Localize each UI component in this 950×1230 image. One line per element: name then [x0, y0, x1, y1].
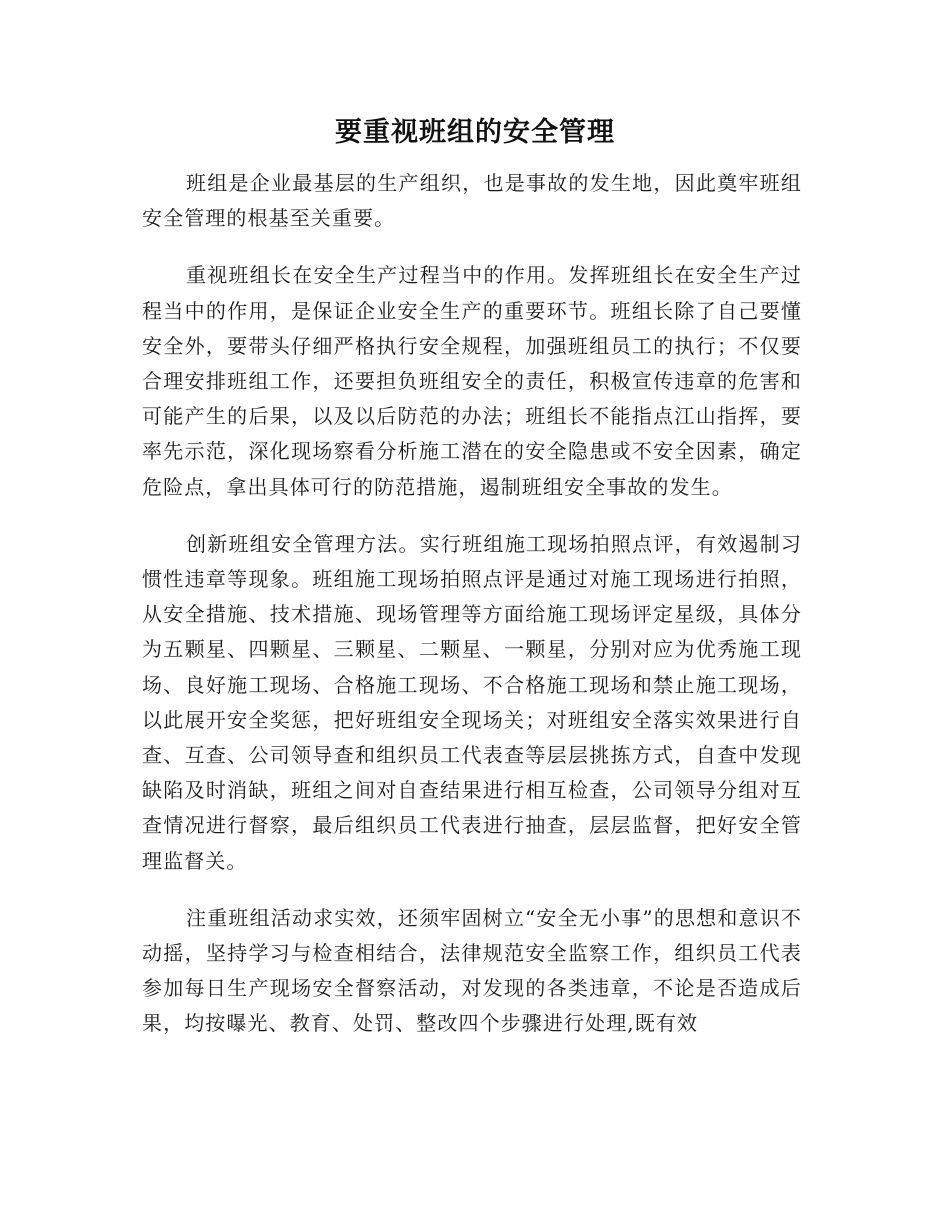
document-body [142, 166, 802, 1064]
paragraph-team-leader-role: 重视班组长在安全生产过程当中的作用。发挥班组长在安全生产过程当中的作用，是保证企业安全生产的重要环节。班组长除了自己要懂安全外，要带头仔细严格执行安全规程，加强班组员工的执行；不仅要合理安排班组工作，还要担负班组安全的责任，积极宣传违章的危害和可能产生的后果，以及以后防范的办法；班组长不能指点江山指挥，要率先示范，深化现场察看分析施工潜在的安全隐患或不安全因素，确定危险点，拿出具体可行的防范措施，遏制班组安全事故的发生。 [142, 263, 802, 499]
document-title: 要重视班组的安全管理 [335, 117, 615, 148]
paragraph-team-activities: 注重班组活动求实效，还须牢固树立“安全无小事”的思想和意识不动摇，坚持学习与检查相结合，法律规范安全监察工作，组织员工代表参加每日生产现场安全督察活动，对发现的各类违章，不论是否造成后果，均按曝光、教育、处罚、整改四个步骤进行处理,既有效 [142, 905, 802, 1036]
paragraph-intro: 班组是企业最基层的生产组织，也是事故的发生地，因此奠牢班组安全管理的根基至关重要。 [142, 171, 802, 231]
paragraph-management-method: 创新班组安全管理方法。实行班组施工现场拍照点评，有效遏制习惯性违章等现象。班组施工现场拍照点评是通过对施工现场进行拍照，从安全措施、技术措施、现场管理等方面给施工现场评定星级，具体分为五颗星、四颗星、三颗星、二颗星、一颗星，分别对应为优秀施工现场、良好施工现场、合格施工现场、不合格施工现场和禁止施工现场，以此展开安全奖惩，把好班组安全现场关；对班组安全落实效果进行自查、互查、公司领导查和组织员工代表查等层层挑拣方式，自查中发现缺陷及时消缺，班组之间对自查结果进行相互检查，公司领导分组对互查情况进行督察，最后组织员工代表进行抽查，层层监督，把好安全管理监督关。 [142, 531, 802, 873]
